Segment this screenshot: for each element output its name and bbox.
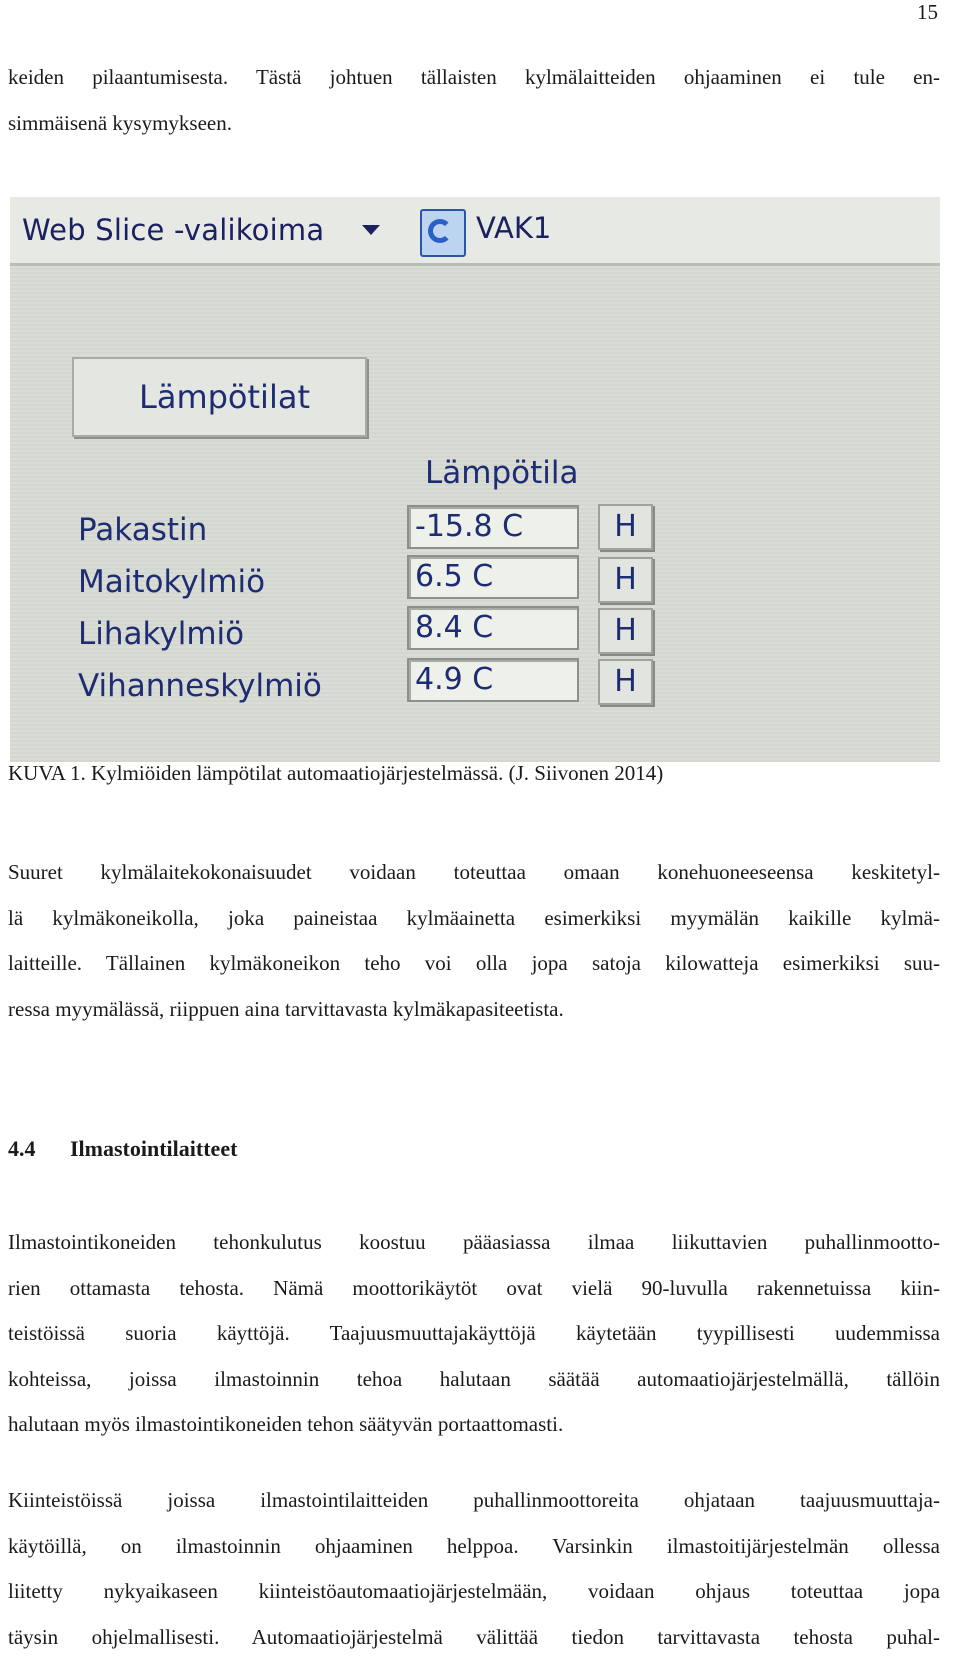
text-line: kohteissa, joissa ilmastoinnin tehoa halutaan säätää automaatiojärjestelmällä, tällöin (8, 1366, 940, 1391)
text-line: halutaan myös ilmastointikoneiden tehon säätyvän portaattomasti. (8, 1412, 564, 1436)
temperature-field-freezer: -15.8 C (407, 505, 579, 549)
row-label-meat: Lihakylmiö (78, 616, 245, 652)
page-number: 15 (917, 0, 938, 24)
web-slice-gallery-label[interactable]: Web Slice -valikoima (22, 213, 325, 247)
figure-caption: KUVA 1. Kylmiöiden lämpötilat automaatiojärjestelmässä. (J. Siivonen 2014) (8, 761, 664, 785)
text-line: liitetty nykyaikaseen kiinteistöautomaatiojärjestelmään, voidaan ohjaus toteuttaa jopa (8, 1579, 940, 1603)
screenshot-figure (10, 197, 940, 762)
text-line: käytöillä, on ilmastoinnin ohjaaminen helppoa. Varsinkin ilmastoitijärjestelmän ollessa (8, 1533, 940, 1558)
section-title: Ilmastointilaitteet (70, 1136, 238, 1161)
paragraph-2 (8, 1220, 940, 1448)
temperatures-button[interactable]: Lämpötilat (72, 357, 367, 437)
vak1-tab-label[interactable]: VAK1 (476, 211, 552, 245)
text-line: keiden pilaantumisesta. Tästä johtuen tällaisten kylmälaitteiden ohjaaminen ei tule en- (8, 65, 940, 89)
history-button-vegetable[interactable]: H (598, 659, 653, 705)
text-line: rien ottamasta tehosta. Nämä moottorikäytöt ovat vielä 90-luvulla rakennetuissa kiin- (8, 1275, 940, 1300)
text-line: Ilmastointikoneiden tehonkulutus koostuu pääasiassa ilmaa liikuttavien puhallinmootto- (8, 1230, 940, 1254)
text-line: Kiinteistöissä joissa ilmastointilaitteiden puhallinmoottoreita ohjataan taajuusmuuttaja- (8, 1488, 940, 1512)
paragraph-3 (8, 1478, 940, 1660)
text-line: täysin ohjelmallisesti. Automaatiojärjestelmä välittää tiedon tarvittavasta tehosta puhal- (8, 1624, 940, 1649)
row-label-freezer: Pakastin (78, 512, 208, 548)
temperature-field-vegetable: 4.9 C (407, 658, 579, 702)
text-line: ressa myymälässä, riippuen aina tarvittavasta kylmäkapasiteetista. (8, 996, 564, 1021)
temperature-column-header: Lämpötila (425, 455, 579, 491)
dropdown-arrow-icon[interactable] (362, 225, 380, 235)
browser-page-icon (420, 209, 466, 257)
paragraph-1 (8, 850, 940, 1032)
temperature-field-dairy: 6.5 C (407, 555, 579, 599)
history-button-freezer[interactable]: H (598, 504, 653, 550)
text-line: simmäisenä kysymykseen. (8, 110, 232, 135)
row-label-dairy: Maitokylmiö (78, 564, 266, 600)
intro-paragraph (8, 55, 940, 146)
text-line: laitteille. Tällainen kylmäkoneikon teho voi olla jopa satoja kilowatteja esimerkiksi suu- (8, 951, 940, 975)
text-line: Suuret kylmälaitekokonaisuudet voidaan toteuttaa omaan konehuoneeseensa keskitetyl- (8, 860, 940, 884)
favorites-bar-border (10, 263, 940, 266)
temperature-field-meat: 8.4 C (407, 606, 579, 650)
text-line: lä kylmäkoneikolla, joka paineistaa kylmäainetta esimerkiksi myymälän kaikille kylmä- (8, 905, 940, 930)
section-number: 4.4 (8, 1136, 36, 1161)
history-button-dairy[interactable]: H (598, 557, 653, 603)
section-heading (8, 1136, 237, 1162)
history-button-meat[interactable]: H (598, 608, 653, 654)
text-line: teistöissä suoria käyttöjä. Taajuusmuuttajakäyttöjä käytetään tyypillisesti uudemmissa (8, 1321, 940, 1345)
row-label-vegetable: Vihanneskylmiö (78, 668, 322, 704)
